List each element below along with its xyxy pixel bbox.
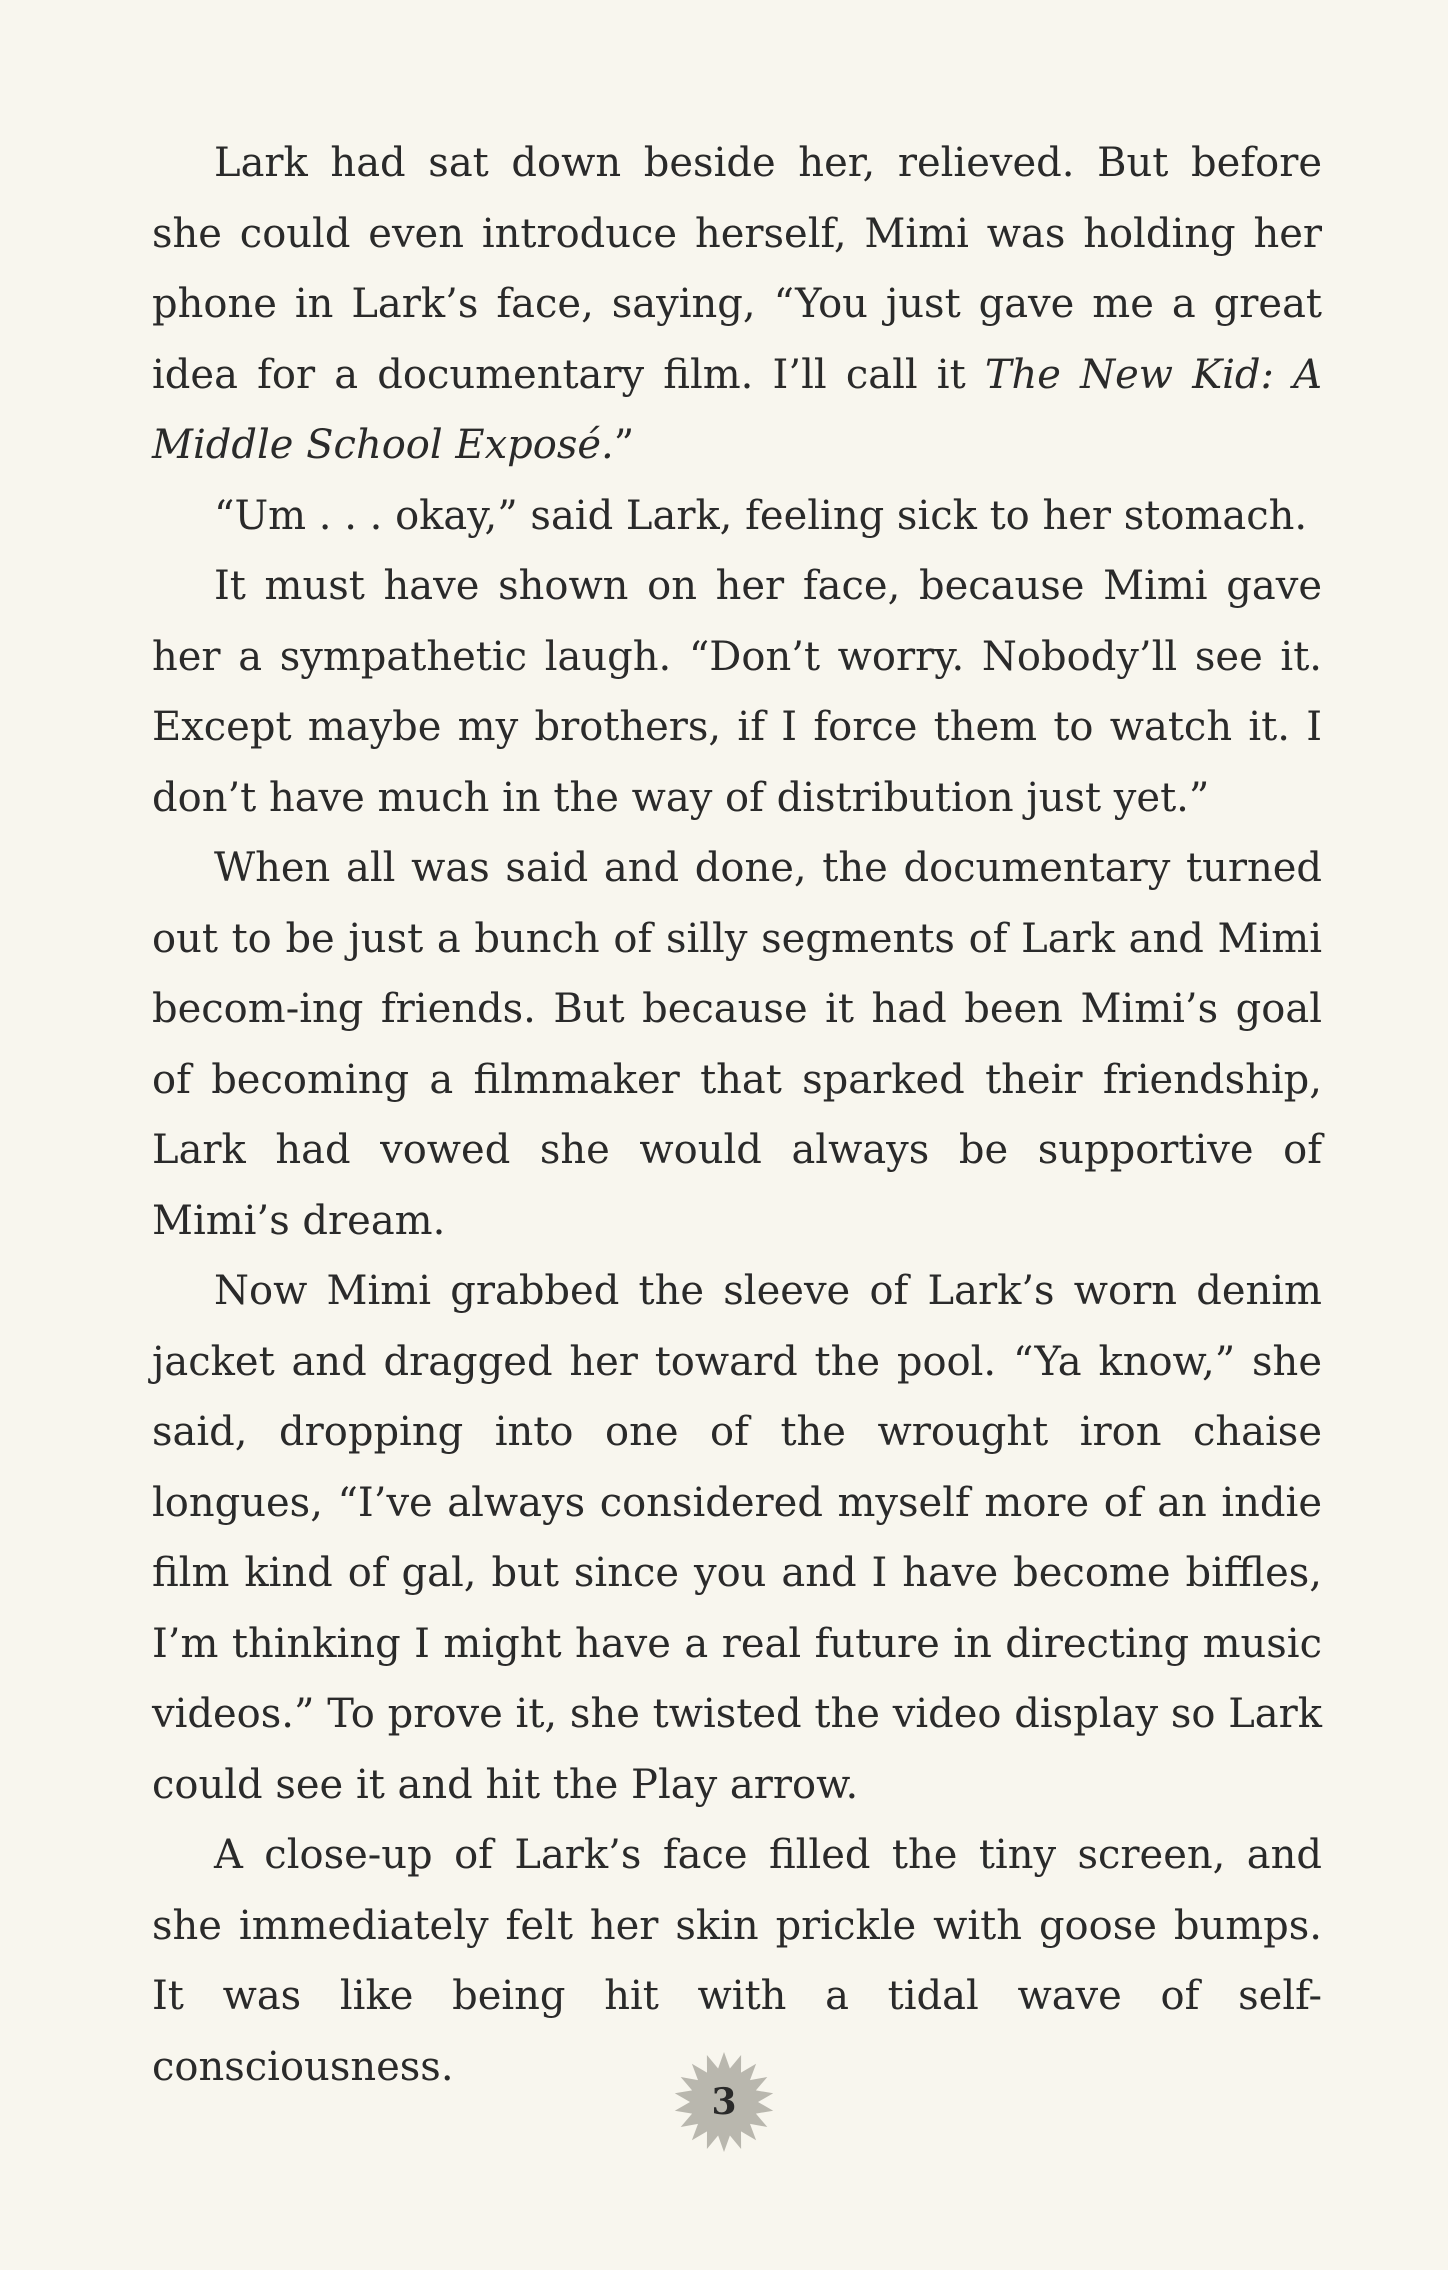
paragraph-4-text: When all was said and done, the documentary turned out to be just a bunch of silly segments of Lark and Mimi becom-ing friends. But because it had been Mimi’s goal of becoming a filmmaker that sparked their friendship, Lark had vowed she would always be supportive of Mimi’s dream. [152, 845, 1322, 1244]
page-number-badge [672, 2050, 776, 2154]
paragraph-6-text: A close-up of Lark’s face filled the tiny screen, and she immediately felt her skin prickle with goose bumps. It was like being hit with a tidal wave of self-consciousness. [152, 1832, 1322, 2090]
body-text [152, 128, 1322, 2102]
page-body [152, 128, 1322, 2102]
paragraph-1-film-title: The New Kid: A Middle School Exposé. [152, 351, 1322, 468]
paragraph-1-text-b: ” [613, 422, 635, 468]
paragraph-1-text-a: Lark had sat down beside her, relieved. But before she could even introduce herself, Mimi was holding her phone in Lark’s face, saying, “You just gave me a great idea for a documentary film. I’ll call it [152, 140, 1322, 398]
paragraph-5-text: Now Mimi grabbed the sleeve of Lark’s worn denim jacket and dragged her toward the pool. “Ya know,” she said, dropping into one of the wrought iron chaise longues, “I’ve always considered myself more of an indie film kind of gal, but since you and I have become biffles, I’m thinking I might have a real future in directing music videos.” To prove it, she twisted the video display so Lark could see it and hit the Play arrow. [152, 1268, 1322, 1808]
paragraph-2-text: “Um . . . okay,” said Lark, feeling sick to her stomach. [214, 492, 1308, 539]
paragraph-5 [152, 1256, 1322, 1820]
paragraph-4 [152, 833, 1322, 1256]
paragraph-3-text: It must have shown on her face, because Mimi gave her a sympathetic laugh. “Don’t worry. Nobody’ll see it. Except maybe my brothers, if I force them to watch it. I don’t have much in the way of distribution just yet.” [152, 563, 1322, 821]
paragraph-3 [152, 551, 1322, 833]
paragraph-2 [152, 481, 1322, 552]
paragraph-1 [152, 128, 1322, 481]
page-number: 3 [711, 2081, 737, 2123]
